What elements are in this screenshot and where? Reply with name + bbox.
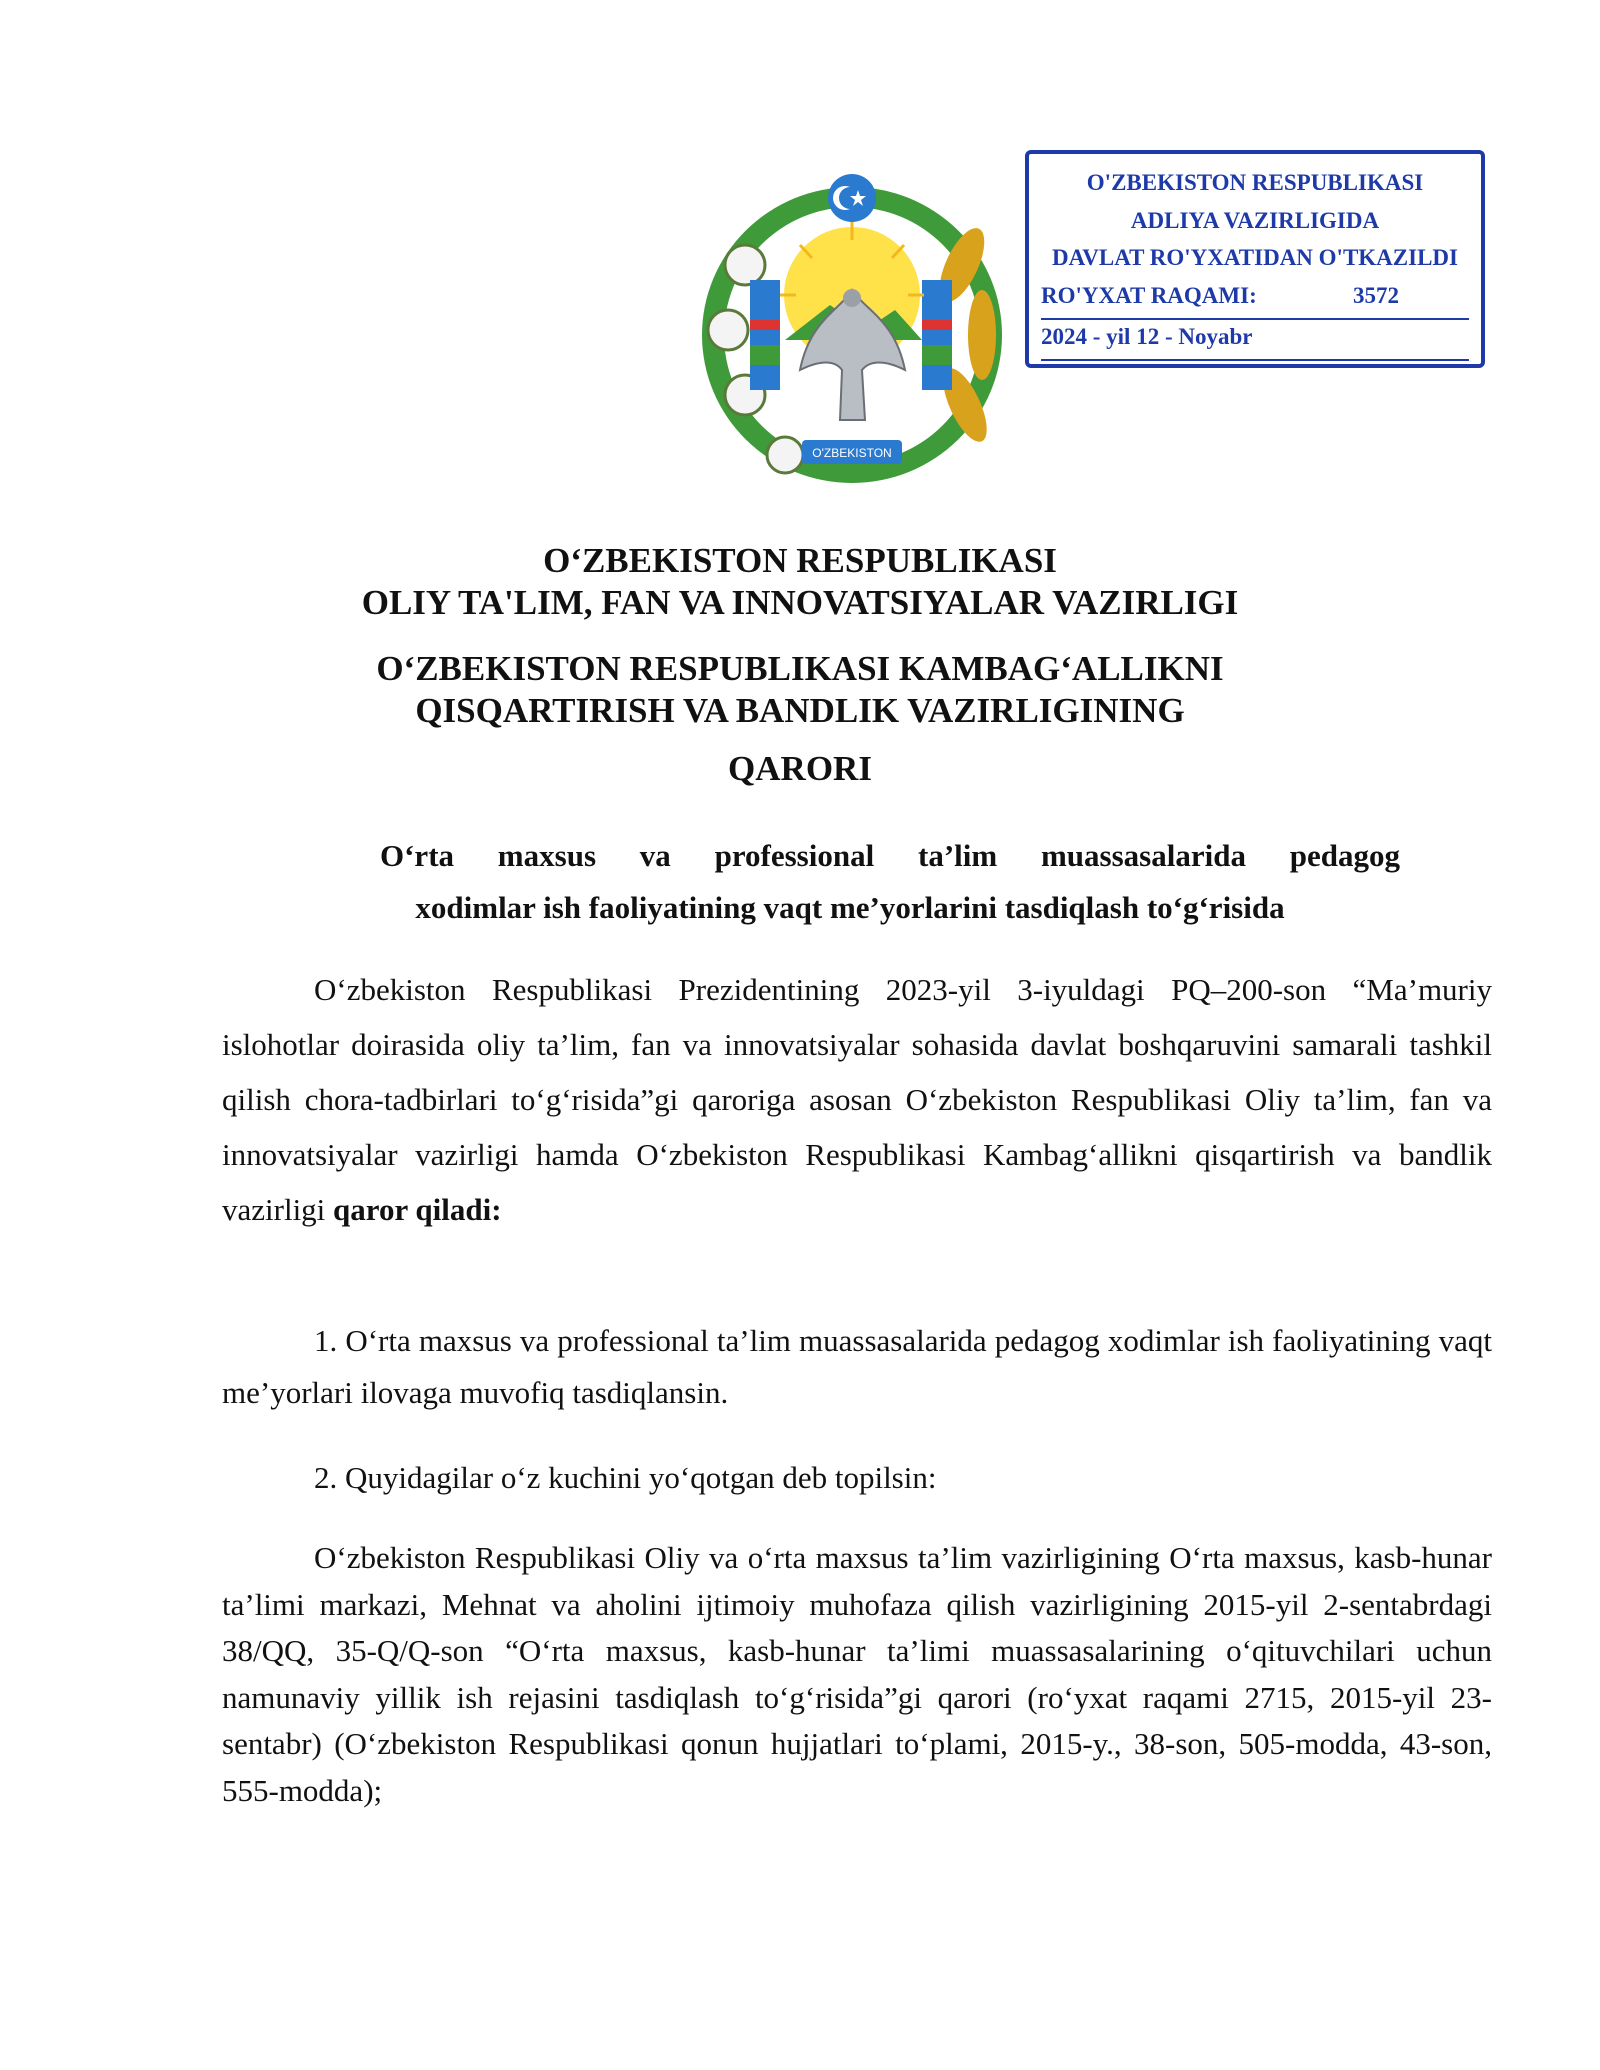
stamp-line-3: DAVLAT RO'YXATIDAN O'TKAZILDI <box>1052 245 1458 270</box>
stamp-reg-number: 3572 <box>1353 283 1399 308</box>
ministry-2-line-2: QISQARTIRISH VA BANDLIK VAZIRLIGINING <box>415 691 1185 730</box>
stamp-line-2: ADLIYA VAZIRLIGIDA <box>1130 208 1380 233</box>
ministry-2-line-1: O‘ZBEKISTON RESPUBLIKASI KAMBAG‘ALLIKNI <box>376 649 1224 688</box>
ministry-2-heading <box>180 648 1420 732</box>
ministry-1-line-2: OLIY TA'LIM, FAN VA INNOVATSIYALAR VAZIRLIGI <box>361 583 1239 622</box>
ministry-1-heading <box>180 540 1420 624</box>
stamp-reg-label: RO'YXAT RAQAMI: <box>1041 283 1257 308</box>
stamp-line-1: O'ZBEKISTON RESPUBLIKASI <box>1086 170 1424 195</box>
stamp-underline <box>1041 359 1469 361</box>
document-subject <box>300 830 1400 934</box>
preamble-paragraph <box>222 962 1492 1237</box>
stamp-underline <box>1041 318 1469 320</box>
ministry-1-line-1: O‘ZBEKISTON RESPUBLIKASI <box>543 541 1057 580</box>
preamble-text: O‘zbekiston Respublikasi Prezidentining 2023-yil 3-iyuldagi PQ–200-son “Ma’muriy islohotlar doirasida oliy ta’lim, fan va innovatsiyalar sohasida davlat boshqaruvini samarali tashkil qilish chora-tadbirlari to‘g‘risida”gi qaroriga asosan O‘zbekiston Respublikasi Oliy ta’lim, fan va innovatsiyalar vazirligi hamda O‘zbekiston Respublikasi Kambag‘allikni qisqartirish va bandlik vazirligi <box>222 972 1492 1227</box>
stamp-registration <box>1041 283 1469 309</box>
state-emblem-icon <box>690 170 1015 490</box>
item-2-paragraph: 2. Quyidagilar o‘z kuchini yo‘qotgan deb topilsin: <box>314 1460 937 1495</box>
subject-line-2: xodimlar ish faoliyatining vaqt me’yorlarini tasdiqlash to‘g‘risida <box>415 890 1285 925</box>
item-2-subparagraph: O‘zbekiston Respublikasi Oliy va o‘rta maxsus ta’lim vazirligining O‘rta maxsus, kasb-hunar ta’limi markazi, Mehnat va aholini ijtimoiy muhofaza qilish vazirligining 2015-yil 2-sentabrdagi 38/QQ, 35-Q/Q-son “O‘rta maxsus, kasb-hunar ta’limi muassasalarining o‘qituvchilari uchun namunaviy yillik ish rejasini tasdiqlash to‘g‘risida”gi qarori (ro‘yxat raqami 2715, 2015-yil 23-sentabr) (O‘zbekiston Respublikasi qonun hujjatlari to‘plami, 2015-y., 38-son, 505-modda, 43-son, 555-modda); <box>222 1540 1492 1808</box>
subject-line-1: O‘rta maxsus va professional ta’lim muassasalarida pedagog <box>380 838 1400 873</box>
item-1-paragraph: 1. O‘rta maxsus va professional ta’lim muassasalarida pedagog xodimlar ish faoliyatining vaqt me’yorlari ilovaga muvofiq tasdiqlansin. <box>222 1323 1492 1410</box>
registration-stamp <box>1025 150 1485 368</box>
preamble-bold-text: qaror qiladi: <box>333 1192 502 1227</box>
emblem-ribbon-text: O'ZBEKISTON <box>812 446 892 460</box>
stamp-date: 2024 - yil 12 - Noyabr <box>1041 324 1253 349</box>
document-type: QARORI <box>728 749 872 788</box>
